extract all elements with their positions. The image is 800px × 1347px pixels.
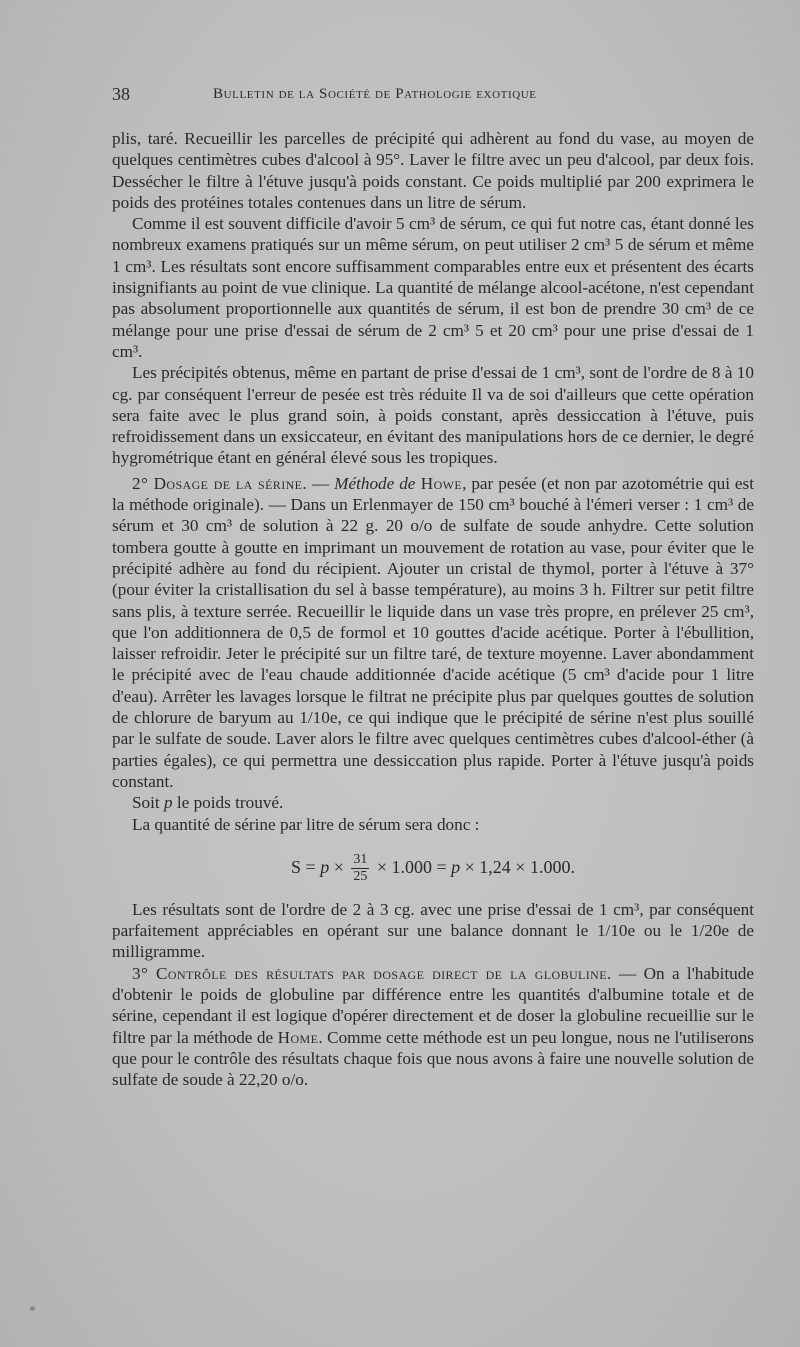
soit-text: Soit [132,793,164,813]
paragraph-soit [112,792,754,813]
running-title: Bulletin de la Société de Pathologie exotique [213,86,537,102]
formula-var-2: p [451,856,461,877]
paragraph-serine [112,473,754,792]
section-heading-globuline: 3° Contrôle des résultats par dosage direct de la globuline. [132,963,612,983]
fraction-denominator: 25 [353,869,368,885]
paragraph-globuline [112,963,754,1091]
globuline-text: — On a l'habitude d'obtenir le poids de globuline par différence entre les quantités d'albumine totale et de sérine, cependant il est logique d'opérer directement et de doser la globuline recueillie sur le filtre par la méthode de [112,963,754,1047]
paragraph-3: Les précipités obtenus, même en partant de prise d'essai de 1 cm³, sont de l'ordre de 8 à 10 cg. par conséquent l'erreur de pesée est très réduite Il va de soi d'ailleurs que cette opération sera faite avec le plus grand soin, à poids constant, après dessiccation à l'étuve, puis refroidissement dans un exsiccateur, en évitant des manipulations hors de ce dernier, le degré hygrométrique étant en général élevé sous les tropiques. [112,363,754,468]
body-text [112,128,754,1090]
fraction-numerator: 31 [353,852,368,868]
formula-fraction [351,852,369,885]
formula-rhs: × 1,24 × 1.000. [460,856,575,877]
dash: — [307,473,335,493]
page-header [112,84,772,110]
section-heading-serine: 2° Dosage de la sérine. [132,473,308,493]
formula-lhs: S = [291,856,321,877]
paragraph-quantite: La quantité de sérine par litre de sérum sera donc : [132,814,480,834]
author-howe: Howe [415,473,463,493]
method-label: Méthode de [334,473,416,493]
formula [112,847,754,887]
formula-mid: × 1.000 = [372,856,452,877]
paragraph-2: Comme il est souvent difficile d'avoir 5 cm³ de sérum, ce qui fut notre cas, étant donné les nombreux examens pratiqués sur un même sérum, on peut utiliser 2 cm³ 5 de sérum et même 1 cm³. Les résultats sont encore suffisamment comparables entre eux et présentent des écarts insignifiants au point de vue clinique. La quantité de mélange alcool-acétone, n'est cependant pas absolument proportionnelle aux quantités de sérum, il est bon de prendre 30 cm³ de ce mélange pour une prise d'essai de sérum de 2 cm³ 5 et 20 cm³ pour une prise d'essai de 1 cm³. [112,214,754,361]
page-number: 38 [112,84,130,104]
paragraph-resultats: Les résultats sont de l'ordre de 2 à 3 cg. avec une prise d'essai de 1 cm³, par conséquent parfaitement appréciables en opérant sur une balance donnant le 1/10e ou le 1/20e de milligramme. [112,899,754,962]
variable-p: p [164,793,173,813]
page-speck [30,1306,35,1311]
serine-procedure: , par pesée (et non par azotométrie qui est la méthode originale). — Dans un Erlenmayer de 150 cm³ bouché à l'émeri verser : 1 cm³ de sérum et 30 cm³ de solution à 22 g. 20 o/o de sulfate de soude anhydre. Cette solution tombera goutte à goutte en imprimant un mouvement de rotation au vase, pour éviter que le précipité adhère au fond du récipient. Ajouter un cristal de thymol, porter à l'étuve à 37° (pour éviter la cristallisation du sel à basse température), au moins 3 h. Filtrer sur petit filtre sans plis, à texture serrée. Recueillir le liquide dans un vase très propre, en prélever 25 cm³, que l'on additionnera de 0,5 de formol et 10 gouttes d'acide acétique. Porter à l'ébullition, laisser refroidir. Jeter le précipité sur un filtre taré, de texture moyenne. Laver abondamment le précipité avec de l'eau chaude additionnée d'acide acétique (5 cm³ d'acide pour 1 litre d'eau). Arrêter les lavages lorsque le filtrat ne précipite plus par quelques gouttes de solution de chlorure de baryum au 1/10e, ce qui indique que le précipité de sérine n'est plus souillé par le sulfate de soude. Laver alors le filtre avec quelques centimètres cubes d'alcool-éther (à parties égales), ce qui permettra une dessiccation plus rapide. Porter à l'étuve jusqu'à poids constant. [112,473,754,791]
paragraph-1: plis, taré. Recueillir les parcelles de précipité qui adhèrent au fond du vase, au moyen de quelques centimètres cubes d'alcool à 95°. Laver le filtre avec un peu d'alcool, par deux fois. Dessécher le filtre à l'étuve jusqu'à poids constant. Ce poids multiplié par 200 exprimera le poids des protéines totales contenues dans un litre de sérum. [112,129,754,212]
formula-times: × [329,856,349,877]
formula-var: p [320,856,330,877]
soit-rest: le poids trouvé. [172,793,284,813]
author-home: Home [277,1027,319,1047]
globuline-end: . Comme cette méthode est un peu longue, nous ne l'utiliserons que pour le contrôle des résultats chaque fois que nous avons à faire une nouvelle solution de sulfate de soude à 22,20 o/o. [112,1027,754,1090]
